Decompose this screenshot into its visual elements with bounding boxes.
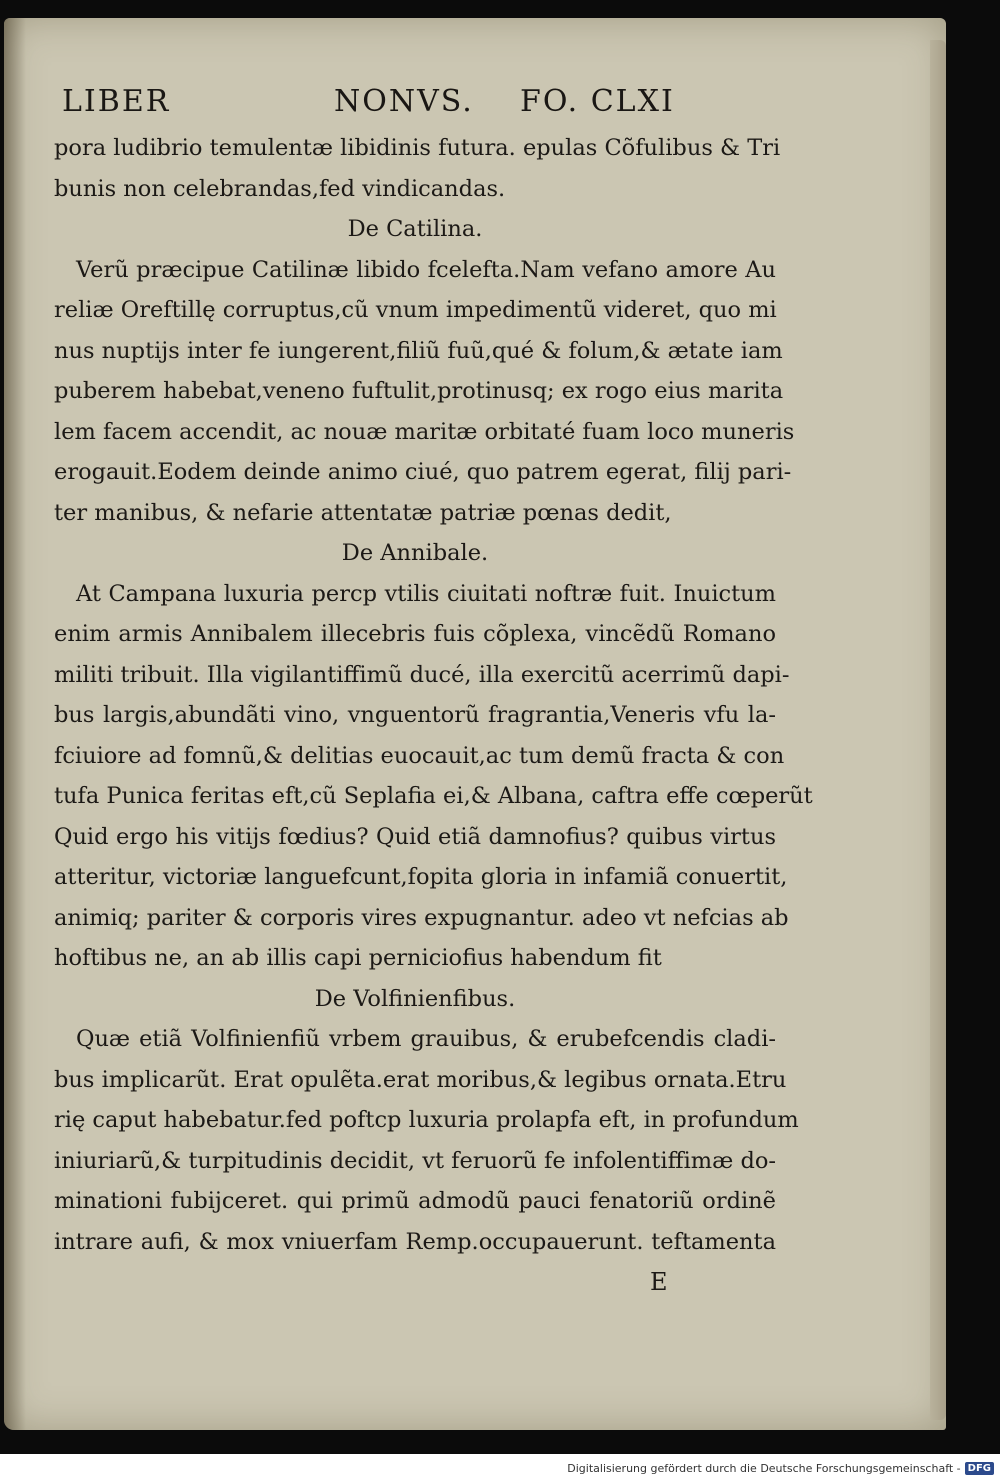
text-line: fciuiore ad fomnũ,& delitias euocauit,ac tum demũ fracta & con xyxy=(54,742,785,769)
text-line: hoftibus ne, an ab illis capi perniciofius habendum fit xyxy=(54,945,662,971)
text-line: At Campana luxuria percp vtilis ciuitati noftræ fuit. Inuictum xyxy=(76,580,776,607)
text-line: enim armis Annibalem illecebris fuis cõplexa, vincẽdũ Romano xyxy=(54,621,776,647)
text-line: Quæ etiã Volfinienfiũ vrbem grauibus, & erubefcendis cladi- xyxy=(76,1026,776,1052)
text-line: minationi fubijceret. qui primũ admodũ pauci fenatoriũ ordinẽ xyxy=(54,1188,776,1214)
header-book-number: NONVS. xyxy=(334,84,474,119)
text-line: iniuriarũ,& turpitudinis decidit, vt feruorũ fe infolentiffimæ do- xyxy=(54,1147,776,1174)
text-line: puberem habebat,veneno fuftulit,protinusq; ex rogo eius marita xyxy=(54,378,784,404)
text-line: animiq; pariter & corporis vires expugnantur. adeo vt nefcias ab xyxy=(54,904,789,931)
page-body-text xyxy=(54,128,813,1262)
text-line: erogauit.Eodem deinde animo ciué, quo patrem egerat, filij pari- xyxy=(54,459,792,485)
section-heading: De Catilina. xyxy=(347,216,483,242)
section-heading: De Annibale. xyxy=(341,540,489,566)
page-edge xyxy=(930,40,946,1420)
text-line: nus nuptijs inter fe iungerent,filiũ fuũ,qué & folum,& ætate iam xyxy=(54,337,783,364)
header-book-label: LIBER xyxy=(62,84,171,119)
gutter-shadow xyxy=(4,18,26,1430)
text-line: ter manibus, & nefarie attentatæ patriæ pœnas dedit, xyxy=(54,499,672,526)
text-line: reliæ Oreftillę corruptus,cũ vnum impedimentũ videret, quo mi xyxy=(54,297,777,323)
footer-credit: Digitalisierung gefördert durch die Deutsche Forschungsgemeinschaft - xyxy=(567,1461,961,1475)
digitization-footer xyxy=(567,1459,994,1477)
text-line: militi tribuit. Illa vigilantiffimũ ducé, illa exercitũ acerrimũ dapi- xyxy=(54,661,790,688)
header-folio-number: FO. CLXI xyxy=(520,84,675,119)
text-line: tufa Punica feritas eft,cũ Seplafia ei,& Albana, caftra effe cœperũt xyxy=(54,783,813,809)
text-line: pora ludibrio temulentæ libidinis futura. epulas Cõfulibus & Tri xyxy=(54,135,781,161)
dfg-logo: DFG xyxy=(965,1462,994,1475)
text-line: atteritur, victoriæ languefcunt,fopita gloria in infamiã conuertit, xyxy=(54,864,788,890)
text-line: bus implicarũt. Erat opulẽta.erat moribus,& legibus ornata.Etru xyxy=(54,1066,787,1093)
section-heading: De Volfinienfibus. xyxy=(314,985,516,1012)
text-line: bus largis,abundãti vino, vnguentorũ fragrantia,Veneris vfu la- xyxy=(54,702,776,728)
text-line: rię caput habebatur.fed poftcp luxuria prolapfa eft, in profundum xyxy=(54,1107,799,1133)
text-line: lem facem accendit, ac nouæ maritæ orbitaté fuam loco muneris xyxy=(54,418,795,445)
text-line: Quid ergo his vitijs fœdius? Quid etiã damnofius? quibus virtus xyxy=(54,823,776,850)
text-line: Verũ præcipue Catilinæ libido fcelefta.Nam vefano amore Au xyxy=(76,256,776,283)
text-line: bunis non celebrandas,fed vindicandas. xyxy=(54,175,506,202)
running-header xyxy=(62,84,882,130)
signature-mark: E xyxy=(650,1268,668,1296)
text-line: intrare aufi, & mox vniuerfam Remp.occupauerunt. teftamenta xyxy=(54,1228,776,1255)
